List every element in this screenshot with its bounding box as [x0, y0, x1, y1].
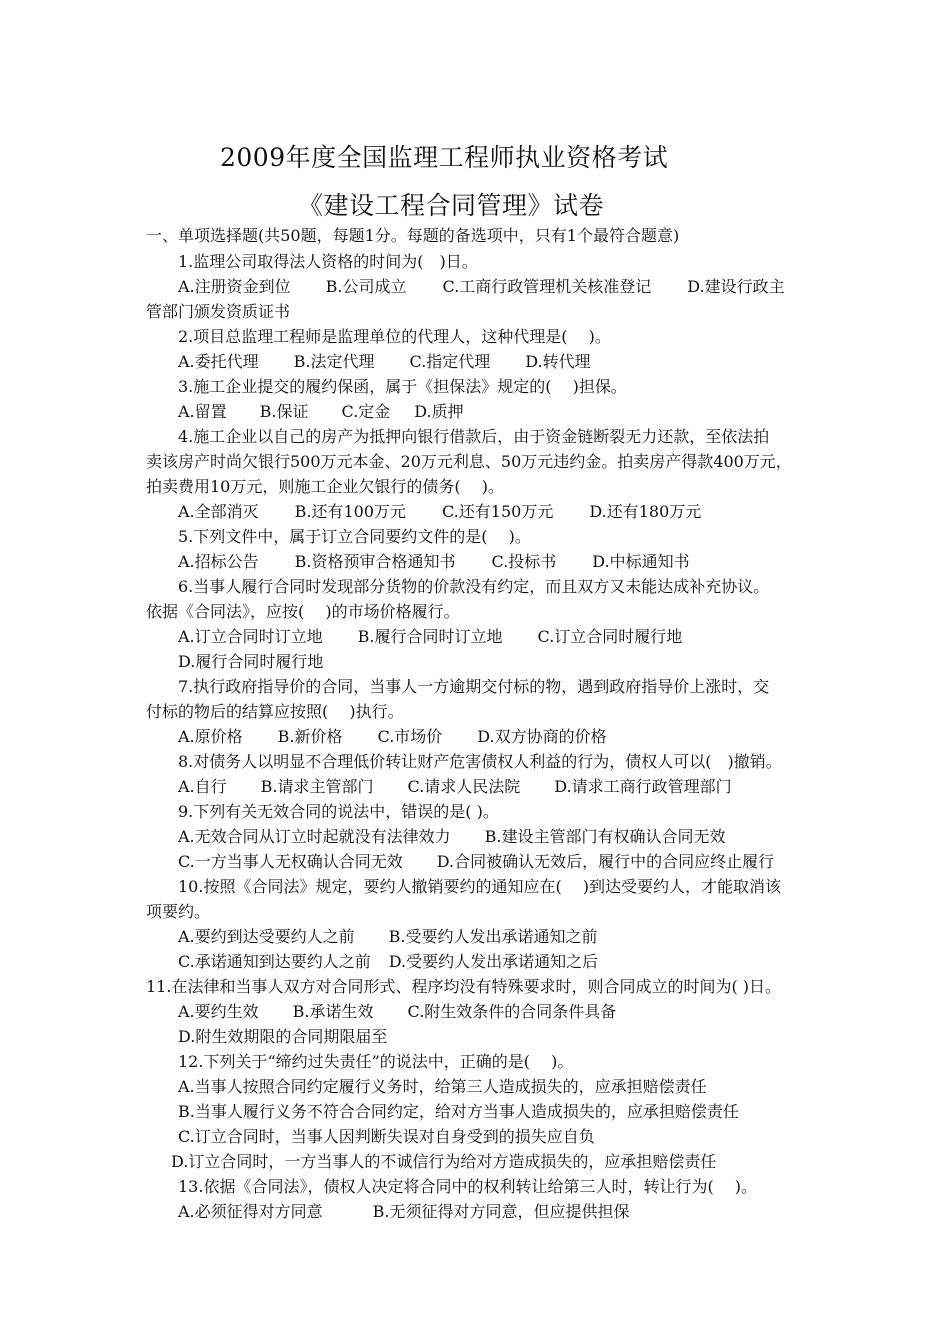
option-a: A.注册资金到位: [178, 277, 291, 296]
option-b: B.建设主管部门有权确认合同无效: [484, 827, 726, 846]
question-3-options: [178, 402, 464, 422]
option-b: B.受要约人发出承诺通知之前: [388, 927, 598, 946]
option-b: B.新价格: [277, 727, 343, 746]
question-7-options: [178, 727, 607, 747]
question-7-stem-line-2: 付标的物后的结算应按照( )执行。: [146, 702, 404, 721]
option-d: D.转代理: [525, 352, 591, 371]
question-10-stem-line-2: 项要约。: [146, 902, 211, 921]
question-1-stem: 1.监理公司取得法人资格的时间为( )日。: [178, 252, 478, 271]
question-5-options: [178, 552, 690, 572]
question-5-stem: 5.下列文件中，属于订立合同要约文件的是( )。: [178, 527, 531, 546]
option-d: D.还有180万元: [589, 502, 702, 521]
option-c: C.投标书: [491, 552, 557, 571]
option-d: D.建设行政主: [687, 277, 785, 296]
question-9-stem: 9.下列有关无效合同的说法中，错误的是( )。: [178, 802, 499, 821]
option-b: B.请求主管部门: [260, 777, 374, 796]
option-a: A.全部消灭: [178, 502, 259, 521]
question-1-option-continuation: 管部门颁发资质证书: [146, 302, 291, 321]
option-b: B.资格预审合格通知书: [294, 552, 456, 571]
option-a: A.招标公告: [178, 552, 259, 571]
question-10-stem-line-1: 10.按照《合同法》规定，要约人撤销要约的通知应在( )到达受要约人，才能取消该: [178, 877, 782, 896]
section-header: 一、单项选择题(共50题，每题1分。每题的备选项中，只有1个最符合题意): [146, 226, 680, 245]
question-12-option-c: C.订立合同时，当事人因判断失误对自身受到的损失应自负: [178, 1127, 595, 1146]
question-10-options-row-1: [178, 927, 598, 947]
question-2-stem: 2.项目总监理工程师是监理单位的代理人，这种代理是( )。: [178, 327, 611, 346]
exam-title-line-1: 2009年度全国监理工程师执业资格考试: [220, 143, 669, 172]
option-a: A.要约到达受要约人之前: [178, 927, 355, 946]
option-a: A.要约生效: [178, 1002, 259, 1021]
question-11-stem: 11.在法律和当事人双方对合同形式、程序均没有特殊要求时，则合同成立的时间为( )日。: [146, 977, 782, 996]
question-12-option-a: A.当事人按照合同约定履行义务时，给第三人造成损失的，应承担赔偿责任: [178, 1077, 707, 1096]
option-d: D.合同被确认无效后，履行中的合同应终止履行: [436, 852, 775, 871]
option-d: D.受要约人发出承诺通知之后: [388, 952, 599, 971]
question-12-option-d: D.订立合同时，一方当事人的不诚信行为给对方造成损失的，应承担赔偿责任: [171, 1152, 717, 1171]
option-c: C.工商行政管理机关核准登记: [442, 277, 652, 296]
question-11-options: [178, 1002, 616, 1022]
question-11-option-d: D.附生效期限的合同期限届至: [178, 1027, 388, 1046]
option-a: A.委托代理: [178, 352, 259, 371]
option-b: B.履行合同时订立地: [357, 627, 503, 646]
option-c: C.指定代理: [409, 352, 491, 371]
question-2-options: [178, 352, 591, 372]
option-c: C.定金: [341, 402, 391, 421]
question-3-stem: 3.施工企业提交的履约保函，属于《担保法》规定的( )担保。: [178, 377, 627, 396]
question-8-stem: 8.对债务人以明显不合理低价转让财产危害债权人利益的行为，债权人可以( )撤销。: [178, 752, 782, 771]
question-13-options: [178, 1202, 630, 1222]
option-a: A.订立合同时订立地: [178, 627, 323, 646]
option-b: B.公司成立: [325, 277, 407, 296]
option-d: D.双方协商的价格: [477, 727, 607, 746]
option-d: D.请求工商行政管理部门: [554, 777, 732, 796]
question-12-stem: 12.下列关于“缔约过失责任”的说法中，正确的是( )。: [178, 1052, 574, 1071]
option-c: C.请求人民法院: [407, 777, 521, 796]
option-c: C.市场价: [377, 727, 443, 746]
question-9-options-row-1: [178, 827, 726, 847]
option-b: B.无须征得对方同意，但应提供担保: [372, 1202, 630, 1221]
question-4-stem-line-1: 4.施工企业以自己的房产为抵押向银行借款后，由于资金链断裂无力还款，至依法拍: [178, 427, 770, 446]
question-9-options-row-2: [178, 852, 774, 872]
question-1-options: [178, 277, 785, 297]
option-d: D.中标通知书: [592, 552, 690, 571]
option-c: C.承诺通知到达要约人之前: [178, 952, 371, 971]
question-13-stem: 13.依据《合同法》，债权人决定将合同中的权利转让给第三人时，转让行为( )。: [178, 1177, 758, 1196]
question-4-stem-line-2: 卖该房产时尚欠银行500万元本金、20万元利息、50万元违约金。拍卖房产得款400万元，: [146, 452, 792, 471]
question-7-stem-line-1: 7.执行政府指导价的合同，当事人一方逾期交付标的物，遇到政府指导价上涨时，交: [178, 677, 770, 696]
option-a: A.必须征得对方同意: [178, 1202, 323, 1221]
exam-title-line-2: 《建设工程合同管理》试卷: [298, 191, 605, 220]
option-c: C.还有150万元: [442, 502, 554, 521]
option-c: C.一方当事人无权确认合同无效: [178, 852, 403, 871]
question-10-options-row-2: [178, 952, 598, 972]
option-a: A.原价格: [178, 727, 243, 746]
question-6-option-d: D.履行合同时履行地: [178, 652, 324, 671]
option-b: B.保证: [259, 402, 309, 421]
question-4-stem-line-3: 拍卖费用10万元，则施工企业欠银行的债务( )。: [146, 477, 504, 496]
option-a: A.无效合同从订立时起就没有法律效力: [178, 827, 451, 846]
question-8-options: [178, 777, 732, 797]
question-4-options: [178, 502, 701, 522]
option-a: A.留置: [178, 402, 227, 421]
option-a: A.自行: [178, 777, 227, 796]
option-b: B.还有100万元: [294, 502, 407, 521]
option-b: B.承诺生效: [292, 1002, 374, 1021]
question-12-option-b: B.当事人履行义务不符合合同约定，给对方当事人造成损失的，应承担赔偿责任: [178, 1102, 739, 1121]
option-c: C.附生效条件的合同条件具备: [407, 1002, 617, 1021]
question-6-options: [178, 627, 682, 647]
option-d: D.质押: [414, 402, 464, 421]
question-6-stem-line-1: 6.当事人履行合同时发现部分货物的价款没有约定，而且双方又未能达成补充协议。: [178, 577, 770, 596]
question-6-stem-line-2: 依据《合同法》，应按( )的市场价格履行。: [146, 602, 460, 621]
option-b: B.法定代理: [293, 352, 375, 371]
option-c: C.订立合同时履行地: [537, 627, 683, 646]
